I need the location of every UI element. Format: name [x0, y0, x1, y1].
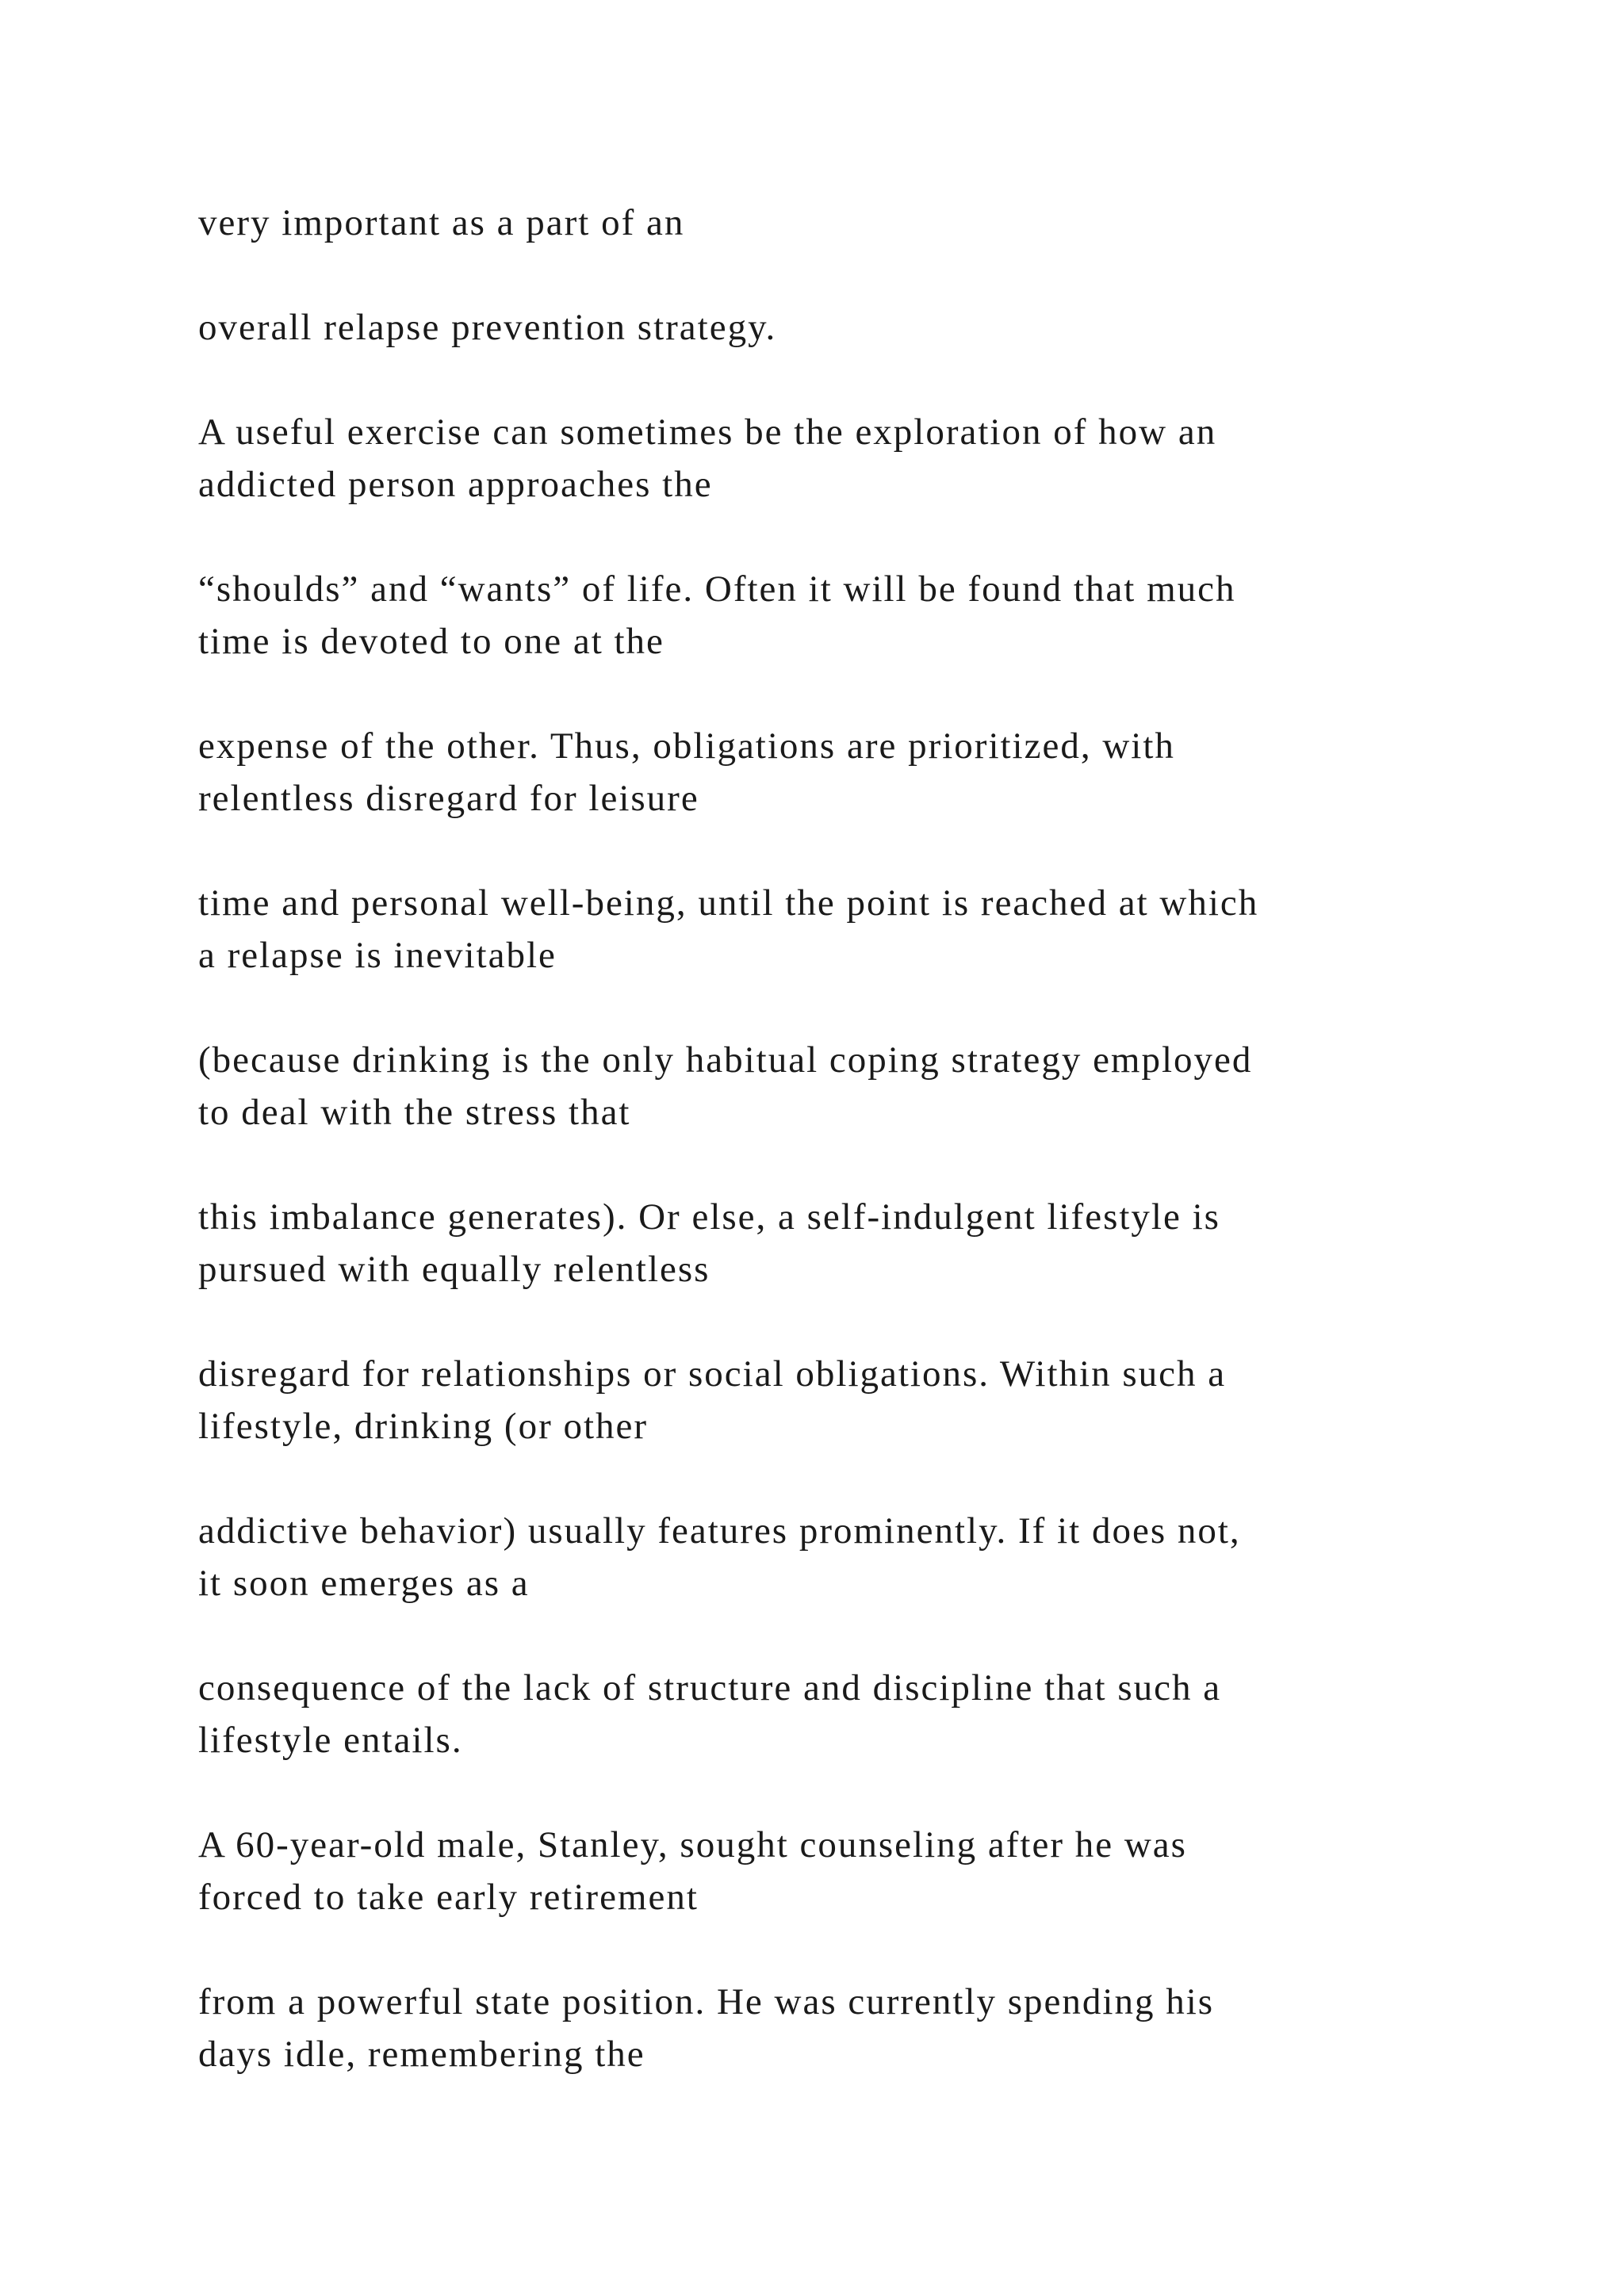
paragraph	[198, 1348, 1499, 1452]
paragraph	[198, 406, 1499, 511]
paragraph	[198, 1191, 1499, 1295]
paragraph	[198, 877, 1499, 982]
paragraph	[198, 197, 1499, 249]
text-line: consequence of the lack of structure and discipline that such a	[198, 1667, 1222, 1709]
text-line: addicted person approaches the	[198, 464, 713, 505]
text-line: A useful exercise can sometimes be the exploration of how an	[198, 411, 1217, 453]
text-line: days idle, remembering the	[198, 2034, 645, 2075]
text-line: disregard for relationships or social obligations. Within such a	[198, 1353, 1227, 1395]
paragraph	[198, 301, 1499, 354]
text-line: pursued with equally relentless	[198, 1249, 710, 1290]
paragraph	[198, 720, 1499, 825]
text-line: “shoulds” and “wants” of life. Often it will be found that much	[198, 568, 1236, 610]
text-line: lifestyle, drinking (or other	[198, 1406, 649, 1447]
text-line: time is devoted to one at the	[198, 621, 665, 662]
text-line: (because drinking is the only habitual coping strategy employed	[198, 1039, 1253, 1081]
text-line: it soon emerges as a	[198, 1563, 530, 1604]
text-line: A 60-year-old male, Stanley, sought counseling after he was	[198, 1824, 1187, 1866]
document-body	[198, 197, 1499, 2133]
paragraph	[198, 1976, 1499, 2080]
text-line: relentless disregard for leisure	[198, 778, 699, 819]
text-line: from a powerful state position. He was currently spending his	[198, 1981, 1215, 2022]
paragraph	[198, 563, 1499, 668]
text-line: addictive behavior) usually features prominently. If it does not,	[198, 1510, 1241, 1552]
text-line: expense of the other. Thus, obligations are prioritized, with	[198, 725, 1175, 767]
text-line: time and personal well-being, until the point is reached at which	[198, 882, 1259, 924]
paragraph	[198, 1505, 1499, 1609]
text-line: to deal with the stress that	[198, 1092, 631, 1133]
text-line: a relapse is inevitable	[198, 935, 557, 976]
text-line: this imbalance generates). Or else, a self-indulgent lifestyle is	[198, 1196, 1220, 1238]
text-line: very important as a part of an	[198, 202, 685, 243]
paragraph	[198, 1034, 1499, 1138]
paragraph	[198, 1662, 1499, 1766]
text-line: overall relapse prevention strategy.	[198, 307, 777, 348]
text-line: forced to take early retirement	[198, 1877, 699, 1918]
text-line: lifestyle entails.	[198, 1720, 463, 1761]
paragraph	[198, 1819, 1499, 1923]
